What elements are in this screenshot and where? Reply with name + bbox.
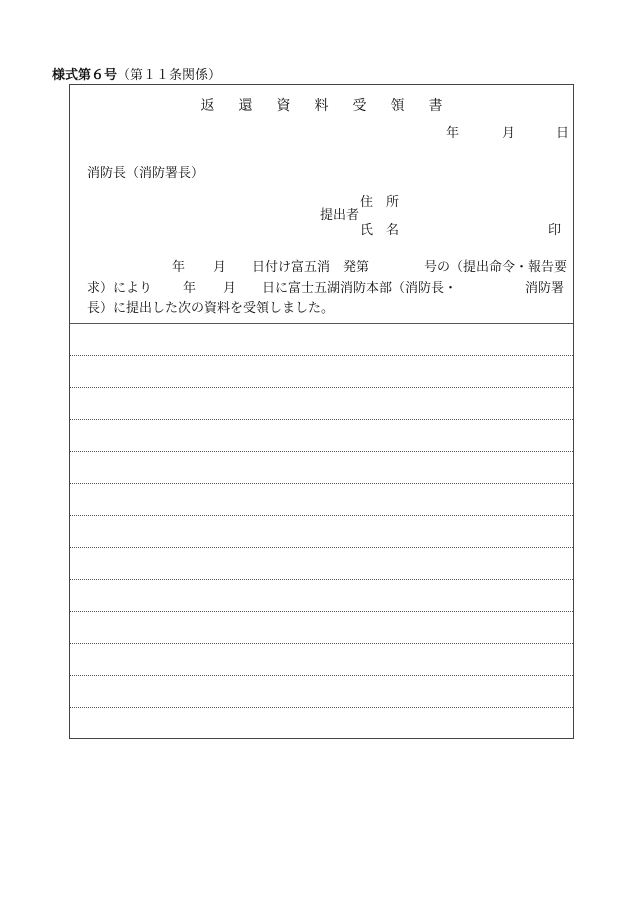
section-divider [70, 323, 573, 324]
date-year-label: 年 [446, 126, 460, 141]
document-title: 返還資料受領書 [200, 98, 467, 114]
entry-line [70, 515, 573, 516]
body-line3: 長）に提出した次の資料を受領しました。 [87, 301, 335, 316]
body-line2-year: 年 [183, 281, 197, 296]
entry-line [70, 643, 573, 644]
address-label: 住 所 [360, 195, 400, 210]
submitter-label: 提出者 [320, 208, 360, 223]
entry-line [70, 419, 573, 420]
entry-line [70, 675, 573, 676]
body-line1-year: 年 [172, 260, 186, 275]
entry-line [70, 707, 573, 708]
body-line1-date-ref: 日付け富五消 発第 [252, 260, 370, 275]
form-number [52, 64, 221, 83]
form-number-note: （第１１条関係） [117, 68, 222, 83]
name-label: 氏 名 [360, 223, 400, 238]
body-line2-start: 求）により [87, 281, 153, 296]
entry-line [70, 611, 573, 612]
body-line2-middle: 日に富士五湖消防本部（消防長・ [262, 281, 458, 296]
seal-mark: 印 [548, 223, 562, 238]
entry-line [70, 547, 573, 548]
body-line1-month: 月 [213, 260, 227, 275]
entry-line [70, 483, 573, 484]
entry-line [70, 579, 573, 580]
form-number-label: 様式第６号 [52, 68, 118, 83]
entry-line [70, 387, 573, 388]
addressee: 消防長（消防署長） [87, 166, 205, 181]
body-line1-number-ref: 号の（提出命令・報告要 [424, 260, 568, 275]
entry-line [70, 451, 573, 452]
date-month-label: 月 [502, 126, 516, 141]
body-line2-end: 消防署 [525, 281, 565, 296]
body-line2-month: 月 [223, 281, 237, 296]
date-day-label: 日 [556, 126, 570, 141]
form-frame [69, 84, 574, 739]
entry-line [70, 355, 573, 356]
